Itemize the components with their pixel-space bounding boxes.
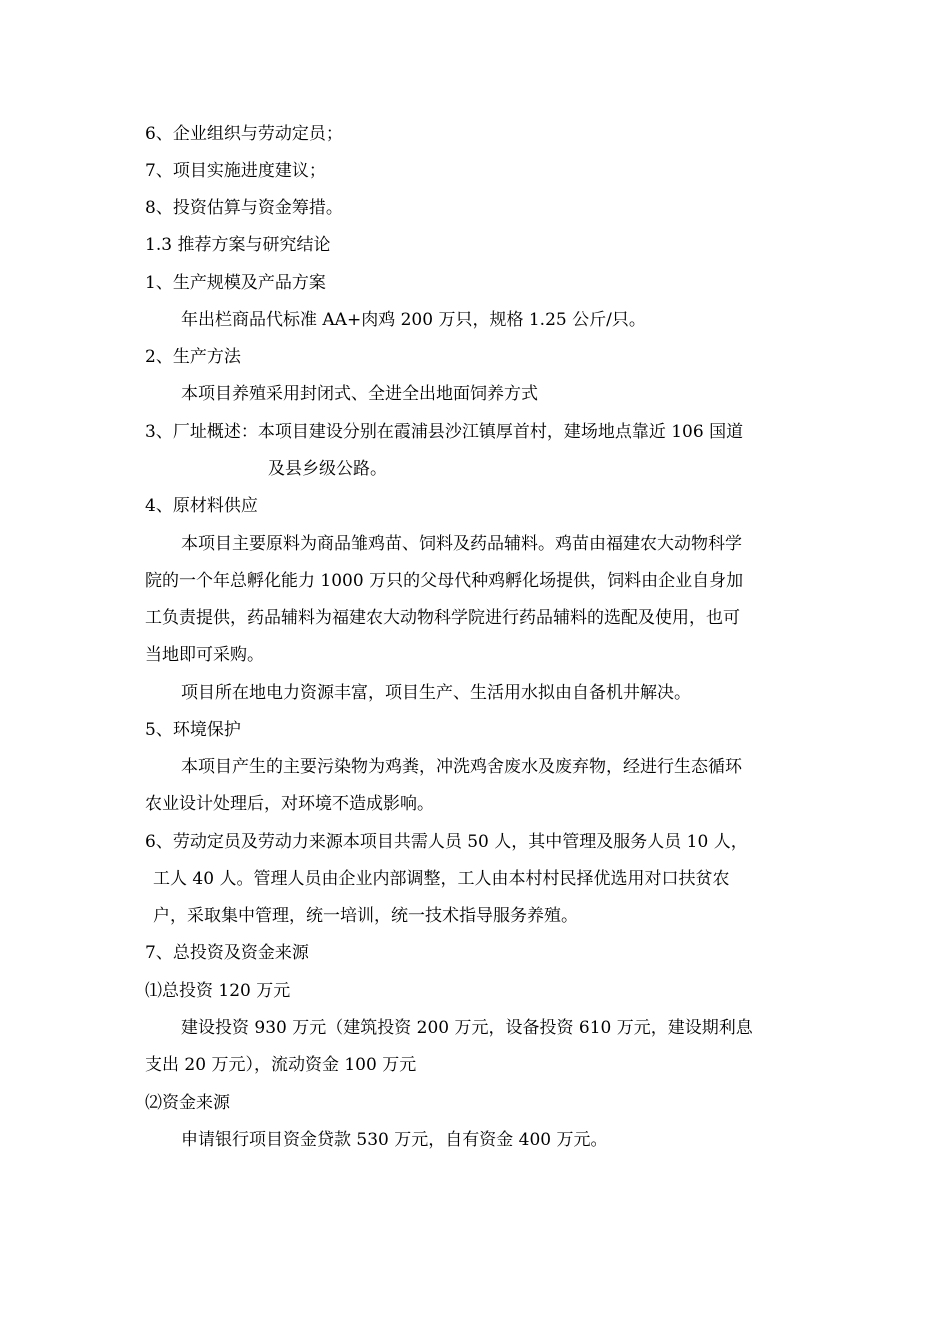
paragraph-fund-source: 申请银行项目资金贷款 530 万元，自有资金 400 万元。 [181, 1130, 608, 1150]
paragraph-production-method: 本项目养殖采用封闭式、全进全出地面饲养方式 [181, 384, 538, 404]
paragraph-environment-2: 农业设计处理后，对环境不造成影响。 [145, 794, 434, 814]
subheading-total-investment: 7、总投资及资金来源 [145, 943, 309, 963]
paragraph-power-water: 项目所在地电力资源丰富，项目生产、生活用水拟由自备机井解决。 [181, 683, 691, 703]
paragraph-production-scale: 年出栏商品代标准 AA+肉鸡 200 万只，规格 1.25 公斤/只。 [181, 310, 646, 330]
item-fund-source: ⑵资金来源 [145, 1093, 230, 1113]
paragraph-raw-materials-2: 院的一个年总孵化能力 1000 万只的父母代种鸡孵化场提供，饲料由企业自身加 [145, 571, 744, 591]
paragraph-construction-investment-2: 支出 20 万元），流动资金 100 万元 [145, 1055, 417, 1075]
item-total-investment: ⑴总投资 120 万元 [145, 981, 291, 1001]
paragraph-raw-materials-3: 工负责提供，药品辅料为福建农大动物科学院进行药品辅料的选配及使用，也可 [145, 608, 740, 628]
paragraph-labor-2: 工人 40 人。管理人员由企业内部调整，工人由本村村民择优选用对口扶贫农 [153, 869, 730, 889]
section-heading-1-3: 1.3 推荐方案与研究结论 [145, 235, 331, 255]
item-7-schedule: 7、项目实施进度建议； [145, 161, 326, 181]
paragraph-site-overview-cont: 及县乡级公路。 [268, 459, 387, 479]
item-6-org-staffing: 6、企业组织与劳动定员； [145, 124, 343, 144]
paragraph-raw-materials-4: 当地即可采购。 [145, 645, 264, 665]
item-8-investment: 8、投资估算与资金筹措。 [145, 198, 343, 218]
subheading-environment: 5、环境保护 [145, 720, 241, 740]
paragraph-raw-materials-1: 本项目主要原料为商品雏鸡苗、饲料及药品辅料。鸡苗由福建农大动物科学 [181, 534, 742, 554]
paragraph-environment-1: 本项目产生的主要污染物为鸡粪，冲洗鸡舍废水及废弃物，经进行生态循环 [181, 757, 742, 777]
subheading-raw-materials: 4、原材料供应 [145, 496, 258, 516]
paragraph-labor-3: 户，采取集中管理，统一培训，统一技术指导服务养殖。 [153, 906, 578, 926]
paragraph-construction-investment-1: 建设投资 930 万元（建筑投资 200 万元，设备投资 610 万元，建设期利息 [181, 1018, 753, 1038]
subheading-production-scale: 1、生产规模及产品方案 [145, 273, 326, 293]
subheading-production-method: 2、生产方法 [145, 347, 241, 367]
paragraph-site-overview: 3、厂址概述：本项目建设分别在霞浦县沙江镇厚首村，建场地点靠近 106 国道 [145, 422, 744, 442]
paragraph-labor-1: 6、劳动定员及劳动力来源本项目共需人员 50 人，其中管理及服务人员 10 人， [145, 832, 748, 852]
